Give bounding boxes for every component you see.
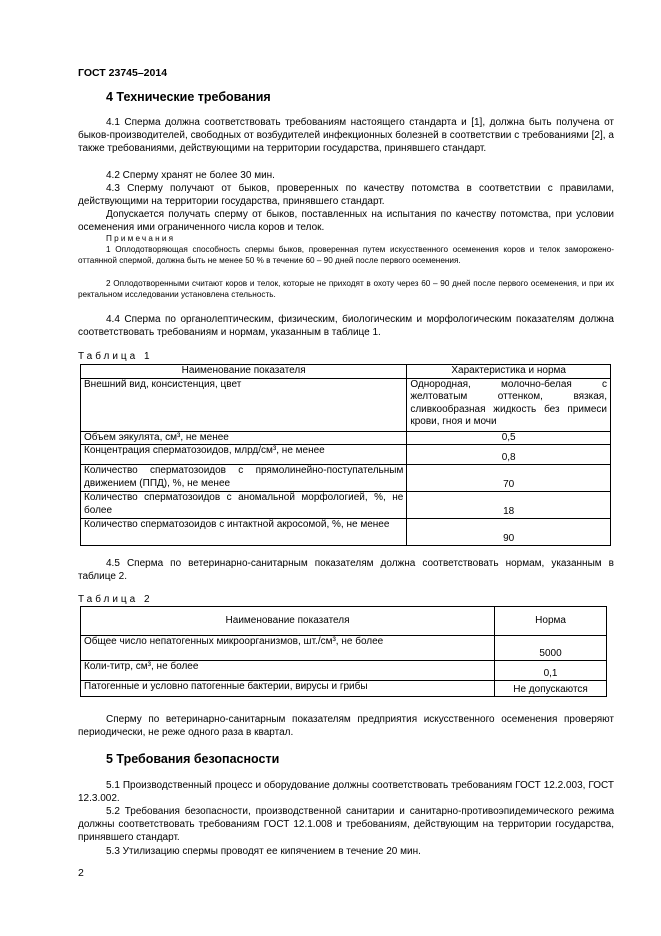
section-4-title: 4 Технические требования [106, 90, 271, 104]
paragraph-monitoring: Сперму по ветеринарно-санитарным показателям предприятия искусственного осеменения проверяют периодически, не реже одного раза в квартал. [78, 714, 614, 739]
table-row [81, 492, 611, 519]
table-cell-value: 70 [407, 465, 611, 492]
table-2 [80, 606, 607, 697]
table-1-column-name: Наименование показателя [81, 365, 407, 379]
table-1-caption: Таблица 1 [78, 351, 153, 362]
table-cell-value: 0,5 [407, 431, 611, 445]
table-1-column-value: Характеристика и норма [407, 365, 611, 379]
note-2: 2 Оплодотворенными считают коров и телок, которые не приходят в охоту через 60 – 90 дней после первого осеменения, и при их ректальном исследовании установлена стельность. [78, 279, 614, 300]
paragraph-5-3: 5.3 Утилизацию спермы проводят ее кипячением в течение 20 мин. [106, 846, 421, 857]
table-cell-value: 5000 [495, 636, 607, 661]
table-row [81, 431, 611, 445]
table-1 [80, 364, 611, 546]
document-header: ГОСТ 23745–2014 [78, 67, 168, 79]
notes-title: Примечания [106, 234, 176, 243]
table-cell-value: Однородная, молочно-белая с желтоватым оттенком, вязкая, сливкообразная жидкость без примеси крови, гноя и мочи [407, 378, 611, 431]
paragraph-4-4: 4.4 Сперма по органолептическим, физическим, биологическим и морфологическим показателям должна соответствовать требованиям и нормам, указанным в таблице 1. [78, 314, 614, 339]
table-row [81, 636, 607, 661]
table-row [81, 445, 611, 465]
table-cell-value: 0,1 [495, 661, 607, 681]
table-cell-value: 0,8 [407, 445, 611, 465]
table-row [81, 661, 607, 681]
table-header-row [81, 365, 611, 379]
paragraph-5-1: 5.1 Производственный процесс и оборудование должны соответствовать требованиям ГОСТ 12.2.003, ГОСТ 12.3.002. [78, 780, 614, 805]
note-1: 1 Оплодотворяющая способность спермы быков, проверенная путем искусственного осеменения коров и телок заморожено-оттаянной спермой, должна быть не менее 50 % в течение 60 – 90 дней после первого осеменения. [78, 245, 614, 266]
table-cell-name: Количество сперматозоидов с прямолинейно-поступательным движением (ППД), %, не менее [81, 465, 407, 492]
table-row [81, 681, 607, 697]
table-cell-name: Коли-титр, см³, не более [81, 661, 495, 681]
table-header-row [81, 607, 607, 636]
table-cell-name: Количество сперматозоидов с аномальной морфологией, %, не более [81, 492, 407, 519]
table-row [81, 378, 611, 431]
table-2-column-value: Норма [495, 607, 607, 636]
page-number: 2 [78, 867, 84, 879]
table-cell-name: Внешний вид, консистенция, цвет [81, 378, 407, 431]
table-cell-name: Концентрация сперматозоидов, млрд/см³, не менее [81, 445, 407, 465]
table-row [81, 465, 611, 492]
table-cell-name: Патогенные и условно патогенные бактерии, вирусы и грибы [81, 681, 495, 697]
table-cell-name: Общее число непатогенных микроорганизмов, шт./см³, не более [81, 636, 495, 661]
table-row [81, 519, 611, 546]
paragraph-4-3: 4.3 Сперму получают от быков, проверенных по качеству потомства в соответствии с правилами, действующими на территории государства, принявшего стандарт. [78, 183, 614, 208]
paragraph-4-2: 4.2 Сперму хранят не более 30 мин. [106, 170, 275, 181]
table-2-caption: Таблица 2 [78, 594, 153, 605]
paragraph-4-3-addendum: Допускается получать сперму от быков, поставленных на испытания по качеству потомства, при условии осеменения ими ограниченного числа коров и телок. [78, 209, 614, 234]
table-cell-value: Не допускаются [495, 681, 607, 697]
paragraph-4-5: 4.5 Сперма по ветеринарно-санитарным показателям должна соответствовать нормам, указанным в таблице 2. [78, 558, 614, 583]
table-2-column-name: Наименование показателя [81, 607, 495, 636]
table-cell-name: Объем эякулята, см³, не менее [81, 431, 407, 445]
table-cell-value: 90 [407, 519, 611, 546]
table-cell-name: Количество сперматозоидов с интактной акросомой, %, не менее [81, 519, 407, 546]
paragraph-4-1: 4.1 Сперма должна соответствовать требованиям настоящего стандарта и [1], должна быть получена от быков-производителей, свободных от возбудителей инфекционных болезней в соответствии с требованиями [2], а также требованиями, действующими на территории государства, принявшего стандарт. [78, 117, 614, 155]
paragraph-5-2: 5.2 Требования безопасности, производственной санитарии и санитарно-противоэпидемического режима должны соответствовать требованиям ГОСТ 12.1.008 и требованиям, действующим на территории государства, принявшего стандарт. [78, 806, 614, 844]
table-cell-value: 18 [407, 492, 611, 519]
section-5-title: 5 Требования безопасности [106, 752, 280, 766]
